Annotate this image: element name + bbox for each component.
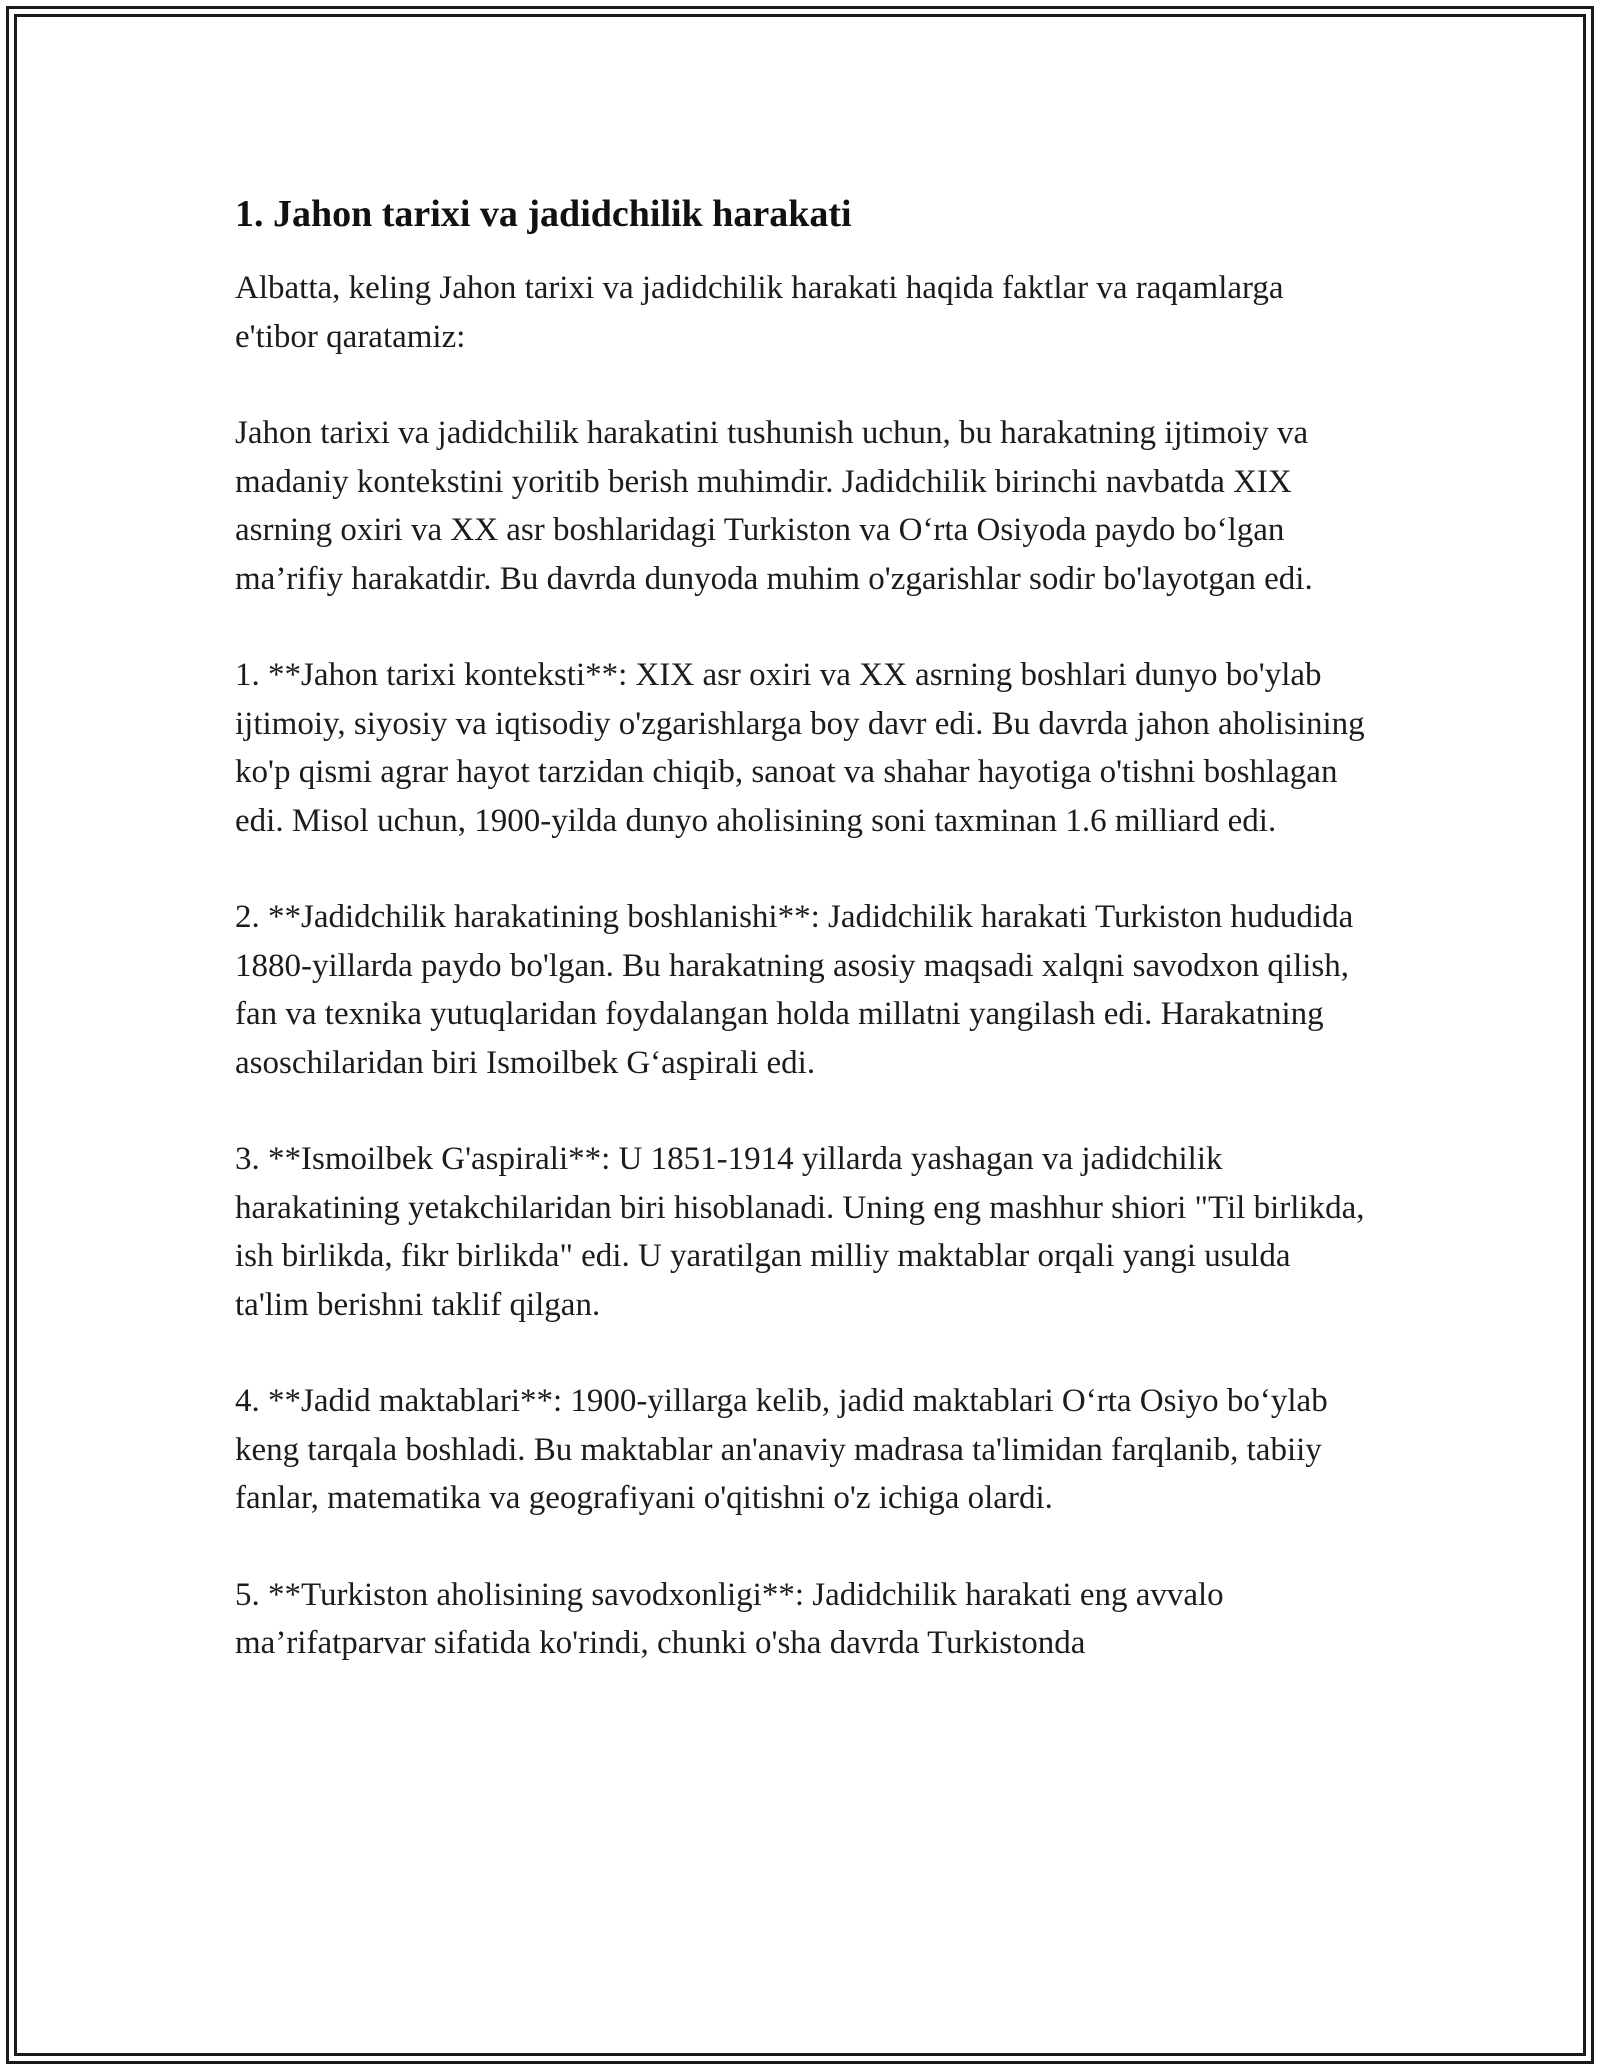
list-item-world-history: 1. **Jahon tarixi konteksti**: XIX asr oxiri va XX asrning boshlari dunyo bo'ylab ijtimoiy, siyosiy va iqtisodiy o'zgarishlarga boy davr edi. Bu davrda jahon aholisining ko'p qismi agrar hayot tarzidan chiqib, sanoat va shahar hayotiga o'tishni boshlagan edi. Misol uchun, 1900-yilda dunyo aholisining soni taxminan 1.6 milliard edi. bbox=[235, 657, 1365, 839]
list-item-literacy: 5. **Turkiston aholisining savodxonligi**: Jadidchilik harakati eng avvalo ma’rifatparvar sifatida ko'rindi, chunki o'sha davrda Turkistonda bbox=[235, 1576, 1224, 1661]
context-paragraph: Jahon tarixi va jadidchilik harakatini tushunish uchun, bu harakatning ijtimoiy va madaniy kontekstini yoritib berish muhimdir. Jadidchilik birinchi navbatda XIX asrning oxiri va XX asr boshlaridagi Turkiston va O‘rta Osiyoda paydo bo‘lgan ma’rifiy harakatdir. Bu davrda dunyoda muhim o'zgarishlar sodir bo'layotgan edi. bbox=[235, 415, 1313, 597]
intro-paragraph: Albatta, keling Jahon tarixi va jadidchilik harakati haqida faktlar va raqamlarga e'tibor qaratamiz: bbox=[235, 270, 1284, 355]
list-item-jadid-schools: 4. **Jadid maktablari**: 1900-yillarga kelib, jadid maktablari O‘rta Osiyo bo‘ylab keng tarqala boshladi. Bu maktablar an'anaviy madrasa ta'limidan farqlanib, tabiiy fanlar, matematika va geografiyani o'qitishni o'z ichiga olardi. bbox=[235, 1383, 1328, 1516]
document-title: 1. Jahon tarixi va jadidchilik harakati bbox=[235, 193, 852, 235]
document-body bbox=[235, 186, 1370, 1716]
list-item-gaspirali: 3. **Ismoilbek G'aspirali**: U 1851-1914 yillarda yashagan va jadidchilik harakatining yetakchilaridan biri hisoblanadi. Uning eng mashhur shiori "Til birlikda, ish birlikda, fikr birlikda" edi. U yaratilgan milliy maktablar orqali yangi usulda ta'lim berishni taklif qilgan. bbox=[235, 1141, 1365, 1323]
list-item-movement-beginning: 2. **Jadidchilik harakatining boshlanishi**: Jadidchilik harakati Turkiston hududida 1880-yillarda paydo bo'lgan. Bu harakatning asosiy maqsadi xalqni savodxon qilish, fan va texnika yutuqlaridan foydalangan holda millatni yangilash edi. Harakatning asoschilaridan biri Ismoilbek G‘aspirali edi. bbox=[235, 899, 1354, 1081]
